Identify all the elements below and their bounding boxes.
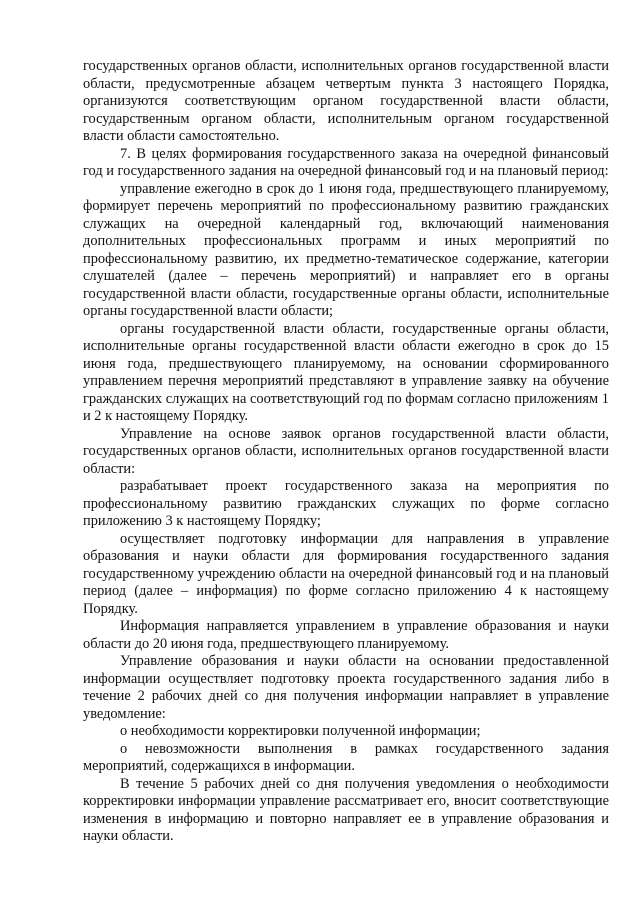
paragraph-prepares-information: осуществляет подготовку информации для направления в управление образования и науки области для формирования государственного задания государственному учреждению области на очередной финансовый год и на плановый период (далее – информация) по форме согласно приложению 4 к настоящему Порядку.	[83, 530, 609, 617]
paragraph-education-notice: Управление образования и науки области на основании предоставленной информации осуществляет подготовку проекта государственного задания либо в течение 2 рабочих дней со дня получения информации направляет в управление уведомление:	[83, 653, 609, 722]
paragraph-item-7: 7. В целях формирования государственного заказа на очередной финансовый год и государственного задания на очередной финансовый год и на плановый период:	[83, 145, 609, 179]
document-page	[83, 58, 609, 846]
paragraph-information-sent: Информация направляется управлением в управление образования и науки области до 20 июня года, предшествующего планируемому.	[83, 618, 609, 652]
paragraph-management-list: управление ежегодно в срок до 1 июня года, предшествующего планируемому, формирует перечень мероприятий по профессиональному развитию гражданских служащих на очередной календарный год, включающий наименования дополнительных профессиональных программ и иных мероприятий по профессиональному развитию, их предметно-тематическое содержание, категории слушателей (далее – перечень мероприятий) и направляет его в органы государственной власти области, государственные органы области, исполнительные органы государственной власти области;	[83, 180, 609, 319]
paragraph-management-basis: Управление на основе заявок органов государственной власти области, государственных органов области, исполнительных органов государственной власти области:	[83, 425, 609, 477]
paragraph-develops-order: разрабатывает проект государственного заказа на мероприятия по профессиональному развитию гражданских служащих по форме согласно приложению 3 к настоящему Порядку;	[83, 478, 609, 529]
paragraph-notice-correction: о необходимости корректировки полученной информации;	[120, 723, 481, 739]
paragraph-notice-impossibility: о невозможности выполнения в рамках государственного задания мероприятий, содержащихся в информации.	[83, 740, 609, 774]
paragraph-authorities-application: органы государственной власти области, государственные органы области, исполнительные органы государственной власти области ежегодно в срок до 15 июня года, предшествующего планируемому, на основании сформированного управлением перечня мероприятий представляют в управление заявку на обучение гражданских служащих на соответствующий год по формам согласно приложениям 1 и 2 к настоящему Порядку.	[83, 320, 609, 424]
paragraph-five-days: В течение 5 рабочих дней со дня получения уведомления о необходимости корректировки информации управление рассматривает его, вносит соответствующие изменения в информацию и повторно направляет ее в управление образования и науки области.	[83, 775, 609, 844]
paragraph-continuation: государственных органов области, исполнительных органов государственной власти области, предусмотренные абзацем четвертым пункта 3 настоящего Порядка, организуются соответствующим органом государственной власти области, государственным органом области, исполнительным органом государственной власти области самостоятельно.	[83, 58, 609, 144]
